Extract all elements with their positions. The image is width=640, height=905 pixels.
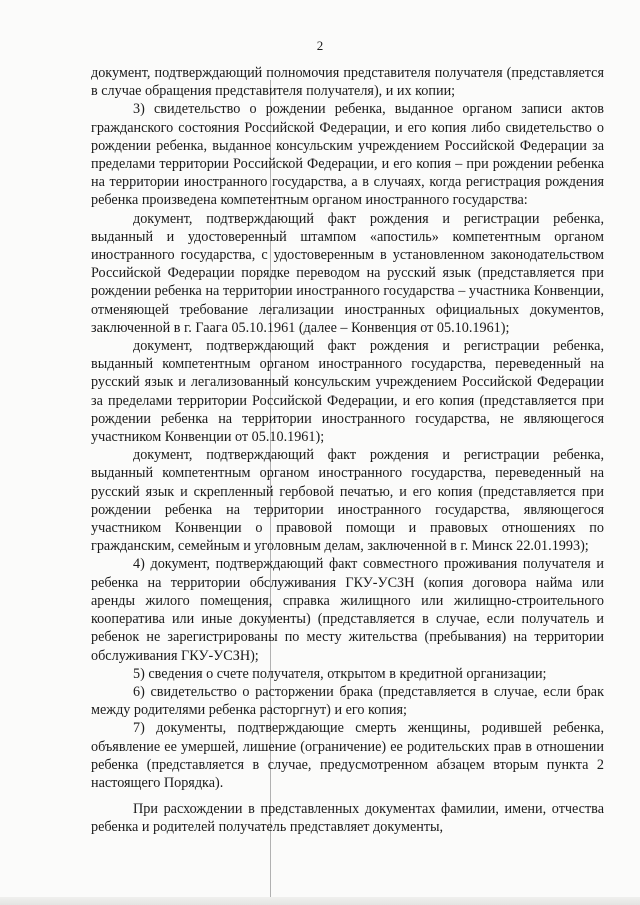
- paragraph-item-3-birth-certificate: 3) свидетельство о рождении ребенка, выданное органом записи актов гражданского состояния Российской Федерации, и его копия либо свидетельство о рождении ребенка, выданное консульским учреждением Российской Федерации за пределами территории Российской Федерации, и его копия – при рождении ребенка на территории иностранного государства, а в случаях, когда регистрация рождения ребенка произведена компетентным органом иностранного государства:: [91, 101, 604, 209]
- paragraph-legalized-document: документ, подтверждающий факт рождения и регистрации ребенка, выданный компетентным органом иностранного государства, переведенный на русский язык и легализованный консульским учреждением Российской Федерации за пределами территории Российской Федерации, и его копия (представляется при рождении ребенка на территории иностранного государства, не являющегося участником Конвенции от 05.10.1961);: [91, 338, 604, 446]
- paragraph-item-5-bank-account: 5) сведения о счете получателя, открытом в кредитной организации;: [133, 665, 547, 682]
- paragraph-item-6-divorce: 6) свидетельство о расторжении брака (представляется в случае, если брак между родителями ребенка расторгнут) и его копия;: [91, 683, 604, 719]
- scan-artifact-line: [270, 80, 271, 905]
- scan-bottom-edge: [0, 897, 640, 905]
- paragraph-name-discrepancy: При расхождении в представленных документах фамилии, имени, отчества ребенка и родителей получатель представляет документы,: [91, 801, 604, 836]
- document-body: [91, 64, 604, 837]
- paragraph-item-4-cohabitation: 4) документ, подтверждающий факт совместного проживания получателя и ребенка на территории обслуживания ГКУ-УСЗН (копия договора найма или аренды жилого помещения, справка жилищного или жилищно-строительного кооператива или иные документы) (представляется в случае, если получатель и ребенок не зарегистрированы по месту жительства (пребывания) на территории обслуживания ГКУ-УСЗН);: [91, 556, 604, 664]
- page-number: 2: [316, 38, 324, 53]
- paragraph-minsk-convention-document: документ, подтверждающий факт рождения и регистрации ребенка, выданный компетентным органом иностранного государства, переведенный на русский язык и скрепленный гербовой печатью, и его копия (представляется при рождении ребенка на территории иностранного государства, являющегося участником Конвенции о правовой помощи и правовых отношениях по гражданским, семейным и уголовным делам, заключенной в г. Минск 22.01.1993);: [91, 447, 604, 555]
- paragraph-apostille-document: документ, подтверждающий факт рождения и регистрации ребенка, выданный и удостоверенный штампом «апостиль» компетентным органом иностранного государства, с удостоверенным в установленном законодательством Российской Федерации порядке переводом на русский язык (представляется при рождении ребенка на территории иностранного государства – участника Конвенции, отменяющей требование легализации иностранных официальных документов, заключенной в г. Гаага 05.10.1961 (далее – Конвенция от 05.10.1961);: [91, 210, 604, 336]
- paragraph-item-7-death-documents: 7) документы, подтверждающие смерть женщины, родившей ребенка, объявление ее умершей, лишение (ограничение) ее родительских прав в отношении ребенка (представляется в случае, предусмотренном абзацем вторым пункта 2 настоящего Порядка).: [91, 720, 604, 791]
- paragraph-representative-document: документ, подтверждающий полномочия представителя получателя (представляется в случае обращения представителя получателя), и их копии;: [91, 65, 604, 100]
